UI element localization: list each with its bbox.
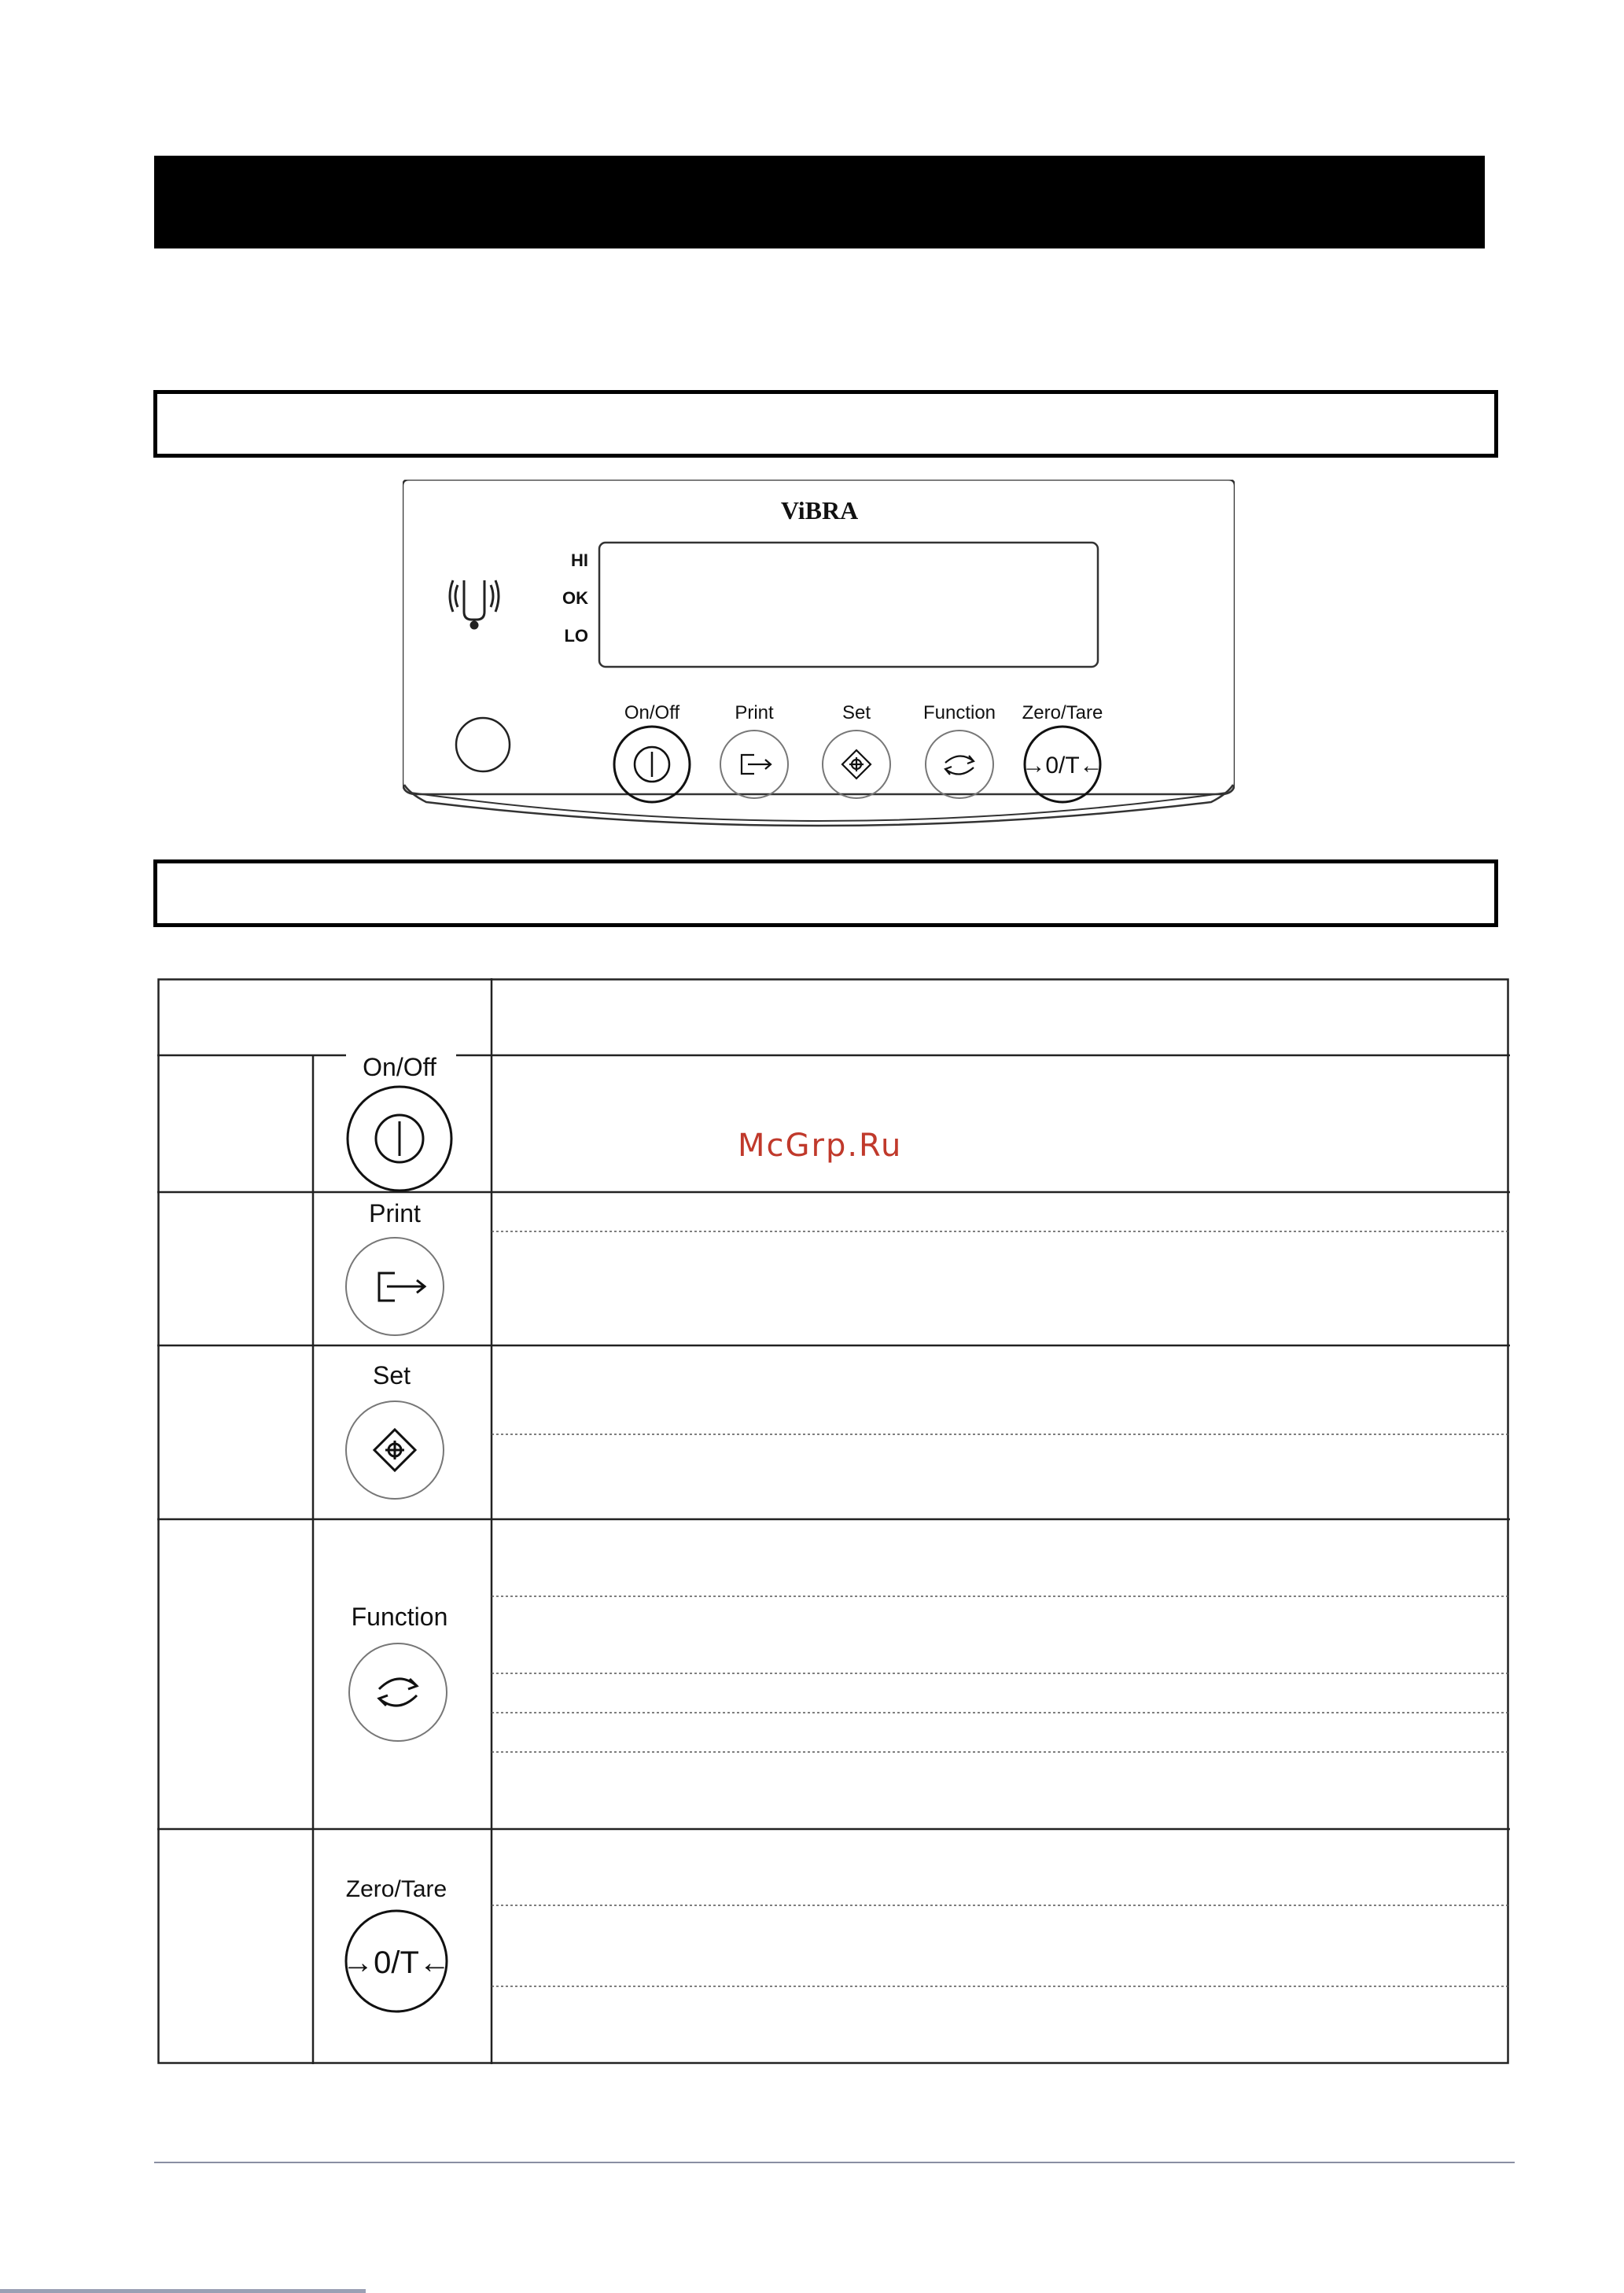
indicator-hi: HI [571, 550, 588, 570]
power-icon [376, 1115, 423, 1162]
panel-button-print[interactable] [720, 702, 788, 798]
svg-text:Print: Print [369, 1199, 421, 1227]
brand-logo: ViBRA [780, 496, 859, 524]
power-icon [635, 747, 669, 782]
panel-button-zero-tare[interactable] [1022, 702, 1103, 802]
indicator-lo: LO [564, 626, 588, 646]
cycle-arrows-icon [945, 756, 974, 775]
level-bubble [456, 718, 510, 771]
panel-button-set[interactable] [823, 702, 890, 798]
table-row [342, 1876, 451, 2011]
svg-text:Function: Function [922, 702, 996, 723]
cycle-arrows-icon [379, 1679, 417, 1706]
diamond-target-icon [374, 1430, 415, 1470]
svg-text:On/Off: On/Off [624, 702, 680, 723]
lcd-display [599, 543, 1098, 667]
stability-tuning-fork-icon [450, 580, 499, 628]
watermark-text: McGrp.Ru [738, 1128, 903, 1164]
svg-text:Function: Function [351, 1603, 448, 1631]
diamond-target-icon [842, 750, 871, 778]
bottom-strip [0, 2289, 366, 2293]
svg-text:Set: Set [841, 702, 871, 723]
panel-button-onoff[interactable] [614, 702, 690, 802]
footer-divider [154, 2162, 1515, 2163]
panel-button-function[interactable] [923, 702, 996, 798]
section-header-display [153, 390, 1498, 458]
svg-text:On/Off: On/Off [363, 1053, 436, 1081]
svg-text:Zero/Tare: Zero/Tare [345, 1876, 447, 1902]
section-header-keys [153, 859, 1498, 927]
svg-text:Set: Set [372, 1361, 411, 1389]
print-arrow-icon [742, 755, 771, 774]
svg-text:Print: Print [735, 702, 774, 723]
table-row [346, 1199, 444, 1335]
table-row [346, 1361, 444, 1499]
zero-tare-icon: →0/T← [1022, 753, 1103, 778]
balance-front-panel [403, 480, 1235, 841]
title-banner [154, 156, 1485, 248]
svg-text:Zero/Tare: Zero/Tare [1022, 702, 1103, 723]
table-row [346, 1052, 456, 1191]
table-row [349, 1603, 447, 1741]
indicator-ok: OK [562, 588, 588, 608]
print-arrow-icon [379, 1273, 425, 1301]
zero-tare-icon: →0/T← [342, 1945, 451, 1980]
